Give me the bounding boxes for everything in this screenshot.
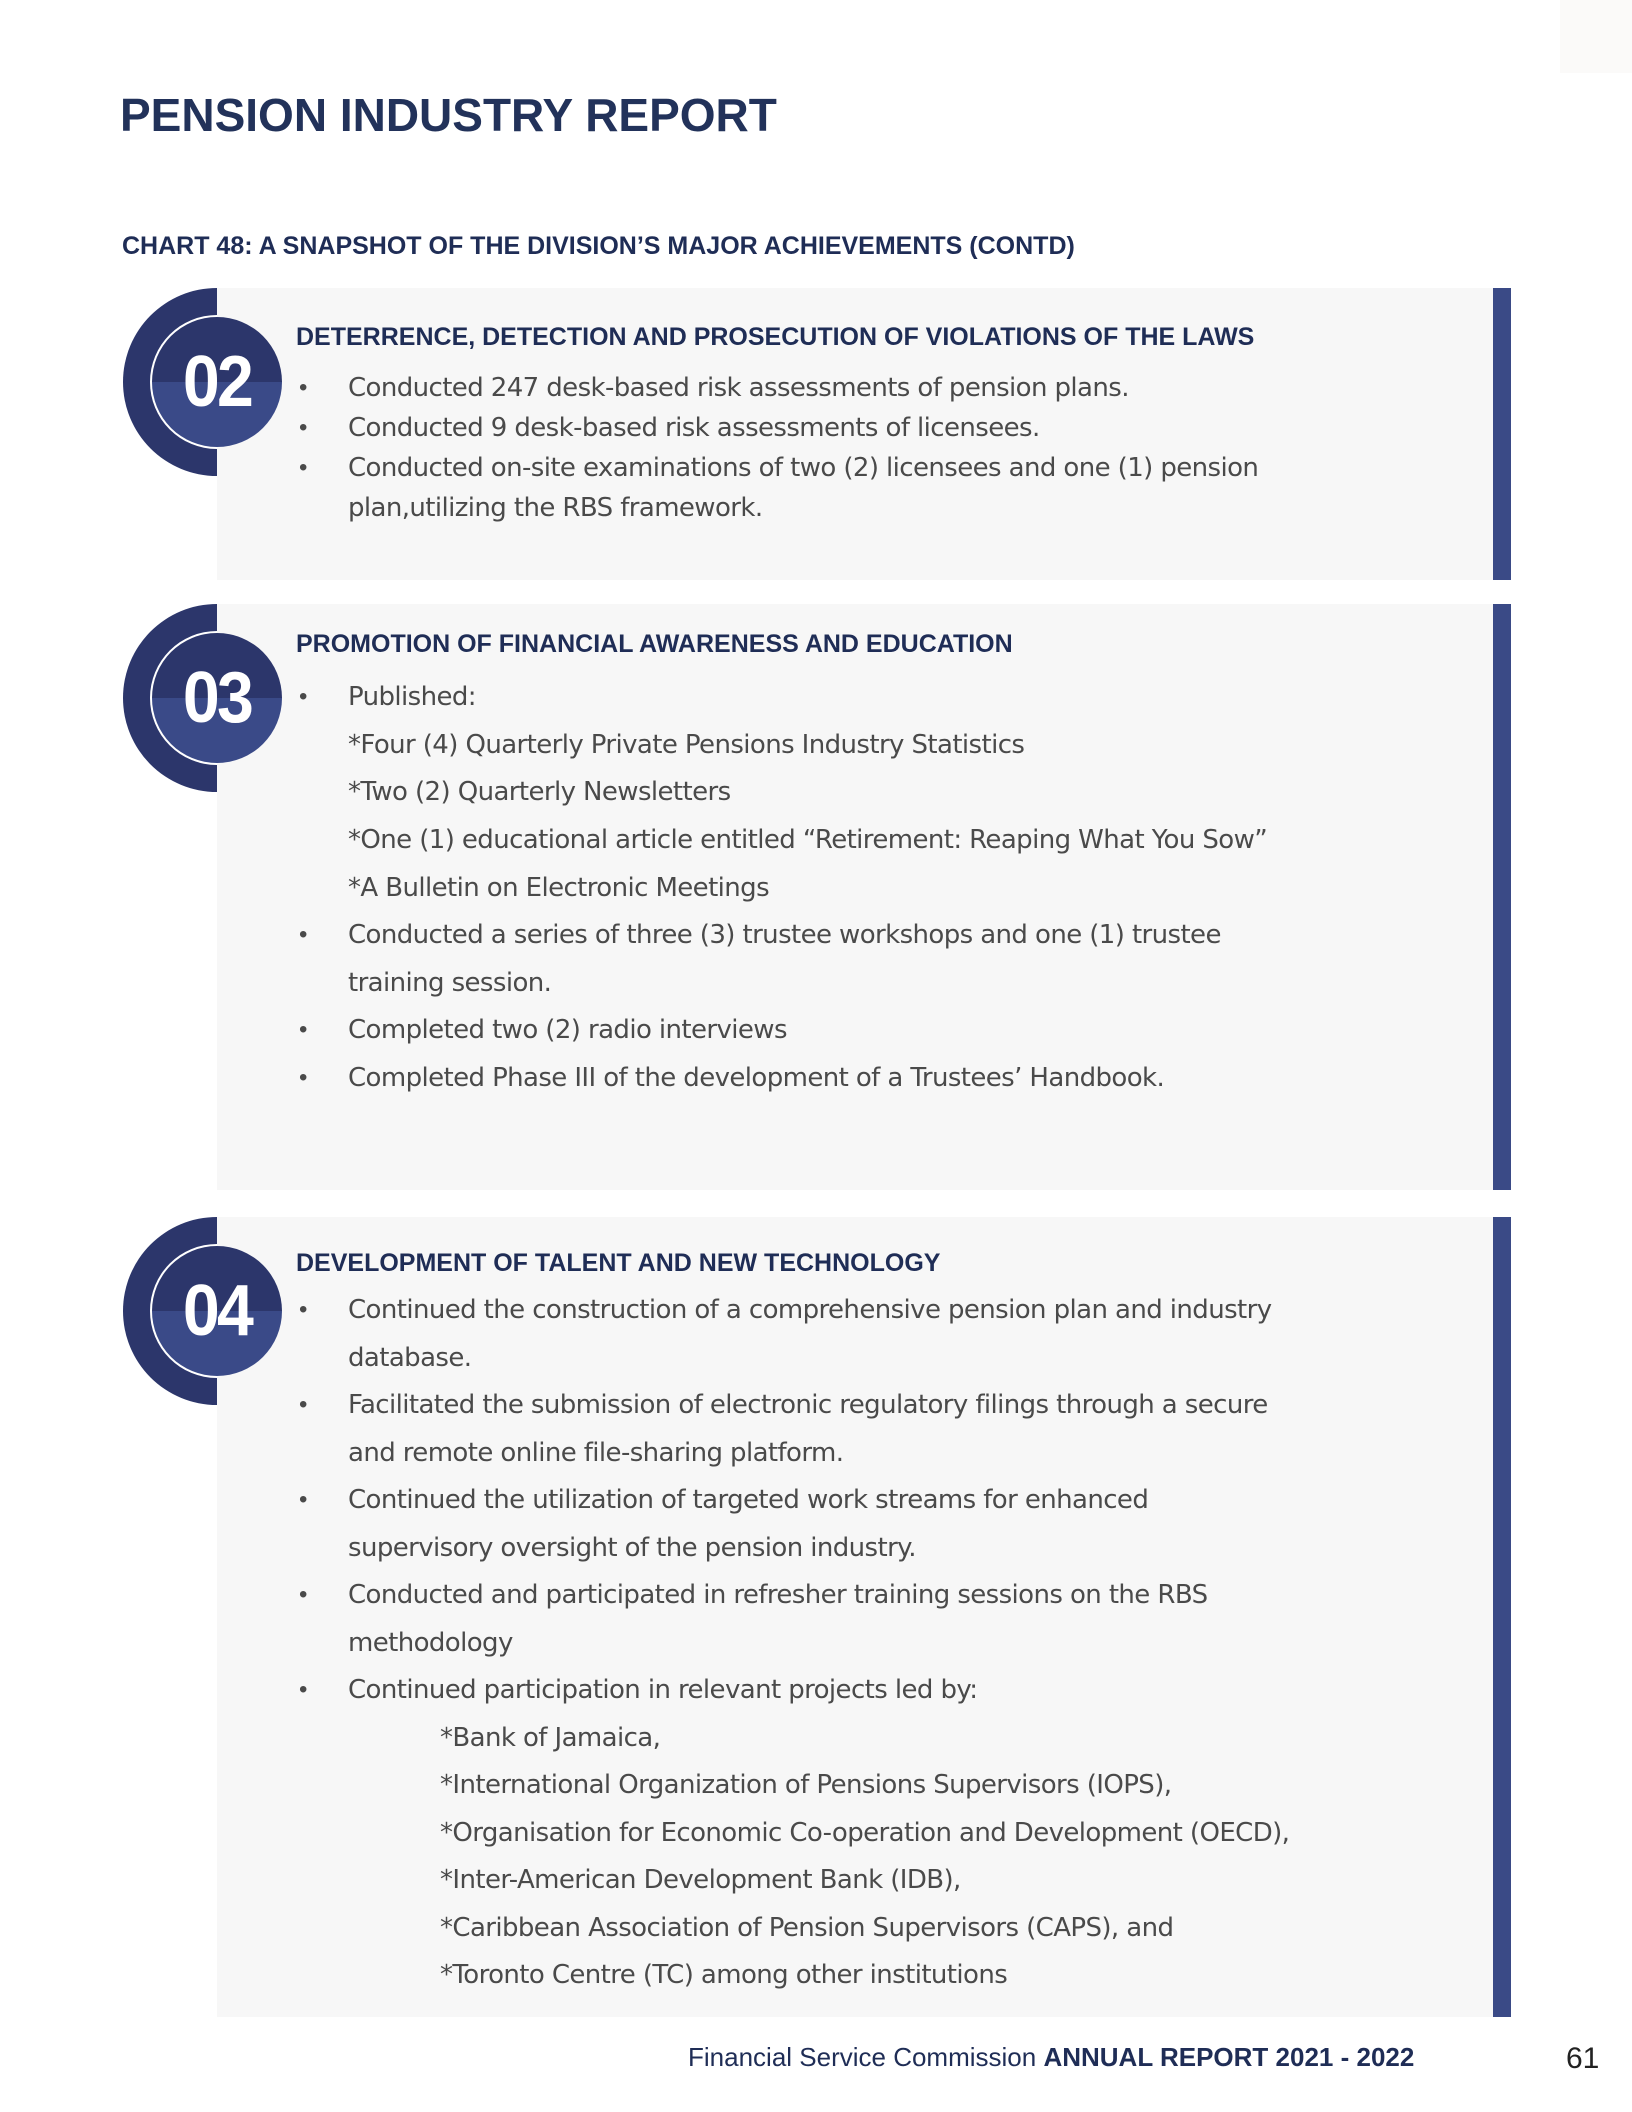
list-item-continuation: database. bbox=[348, 1343, 472, 1373]
section-number-badge bbox=[123, 288, 312, 477]
bullet-icon: • bbox=[299, 1391, 308, 1418]
sub-item: *Two (2) Quarterly Newsletters bbox=[348, 777, 731, 807]
section-accent-bar bbox=[1493, 1217, 1511, 2017]
page-title: PENSION INDUSTRY REPORT bbox=[120, 89, 777, 141]
sub-item: *One (1) educational article entitled “Retirement: Reaping What You Sow” bbox=[348, 825, 1268, 855]
list-item: Facilitated the submission of electronic regulatory filings through a secure bbox=[348, 1390, 1268, 1420]
list-item-continuation: supervisory oversight of the pension industry. bbox=[348, 1533, 916, 1563]
list-item: Published: bbox=[348, 682, 476, 712]
section-heading: DETERRENCE, DETECTION AND PROSECUTION OF VIOLATIONS OF THE LAWS bbox=[296, 323, 1255, 351]
list-item: Conducted on-site examinations of two (2) licensees and one (1) pension bbox=[348, 453, 1259, 483]
chart-title: CHART 48: A SNAPSHOT OF THE DIVISION’S MAJOR ACHIEVEMENTS (CONTD) bbox=[122, 232, 1075, 260]
bullet-icon: • bbox=[299, 1064, 308, 1091]
section-accent-bar bbox=[1493, 604, 1511, 1190]
section-panel-04 bbox=[217, 1217, 1493, 2017]
list-item-continuation: methodology bbox=[348, 1628, 513, 1658]
section-number: 02 bbox=[182, 342, 252, 422]
bullet-icon: • bbox=[299, 1581, 308, 1608]
list-item: Conducted and participated in refresher training sessions on the RBS bbox=[348, 1580, 1208, 1610]
bullet-icon: • bbox=[299, 1296, 308, 1323]
list-item: Completed two (2) radio interviews bbox=[348, 1015, 787, 1045]
list-item: Continued participation in relevant projects led by: bbox=[348, 1675, 978, 1705]
list-item: Conducted 9 desk-based risk assessments of licensees. bbox=[348, 413, 1040, 443]
sub-item: *Organisation for Economic Co-operation and Development (OECD), bbox=[440, 1818, 1290, 1848]
sub-item: *Bank of Jamaica, bbox=[440, 1723, 661, 1753]
badge-disc bbox=[152, 1246, 282, 1376]
badge-disc bbox=[152, 317, 282, 447]
sub-item: *International Organization of Pensions Supervisors (IOPS), bbox=[440, 1770, 1172, 1800]
list-item: Continued the utilization of targeted work streams for enhanced bbox=[348, 1485, 1149, 1515]
list-item: Continued the construction of a comprehensive pension plan and industry bbox=[348, 1295, 1272, 1325]
list-item-continuation: plan,utilizing the RBS framework. bbox=[348, 493, 763, 523]
footer-report-title: ANNUAL REPORT 2021 - 2022 bbox=[1043, 2042, 1415, 2072]
section-number-badge bbox=[123, 604, 312, 793]
bullet-icon: • bbox=[299, 1486, 308, 1513]
section-heading: PROMOTION OF FINANCIAL AWARENESS AND EDUCATION bbox=[296, 630, 1013, 658]
bullet-icon: • bbox=[299, 921, 308, 948]
bullet-icon: • bbox=[299, 454, 308, 481]
list-item: Conducted a series of three (3) trustee workshops and one (1) trustee bbox=[348, 920, 1221, 950]
bullet-icon: • bbox=[299, 683, 308, 710]
list-item-continuation: and remote online file-sharing platform. bbox=[348, 1438, 844, 1468]
list-item-continuation: training session. bbox=[348, 968, 552, 998]
list-item: Conducted 247 desk-based risk assessments of pension plans. bbox=[348, 373, 1129, 403]
sub-item: *Toronto Centre (TC) among other institutions bbox=[440, 1960, 1008, 1990]
list-item: Completed Phase III of the development of a Trustees’ Handbook. bbox=[348, 1063, 1165, 1093]
bullet-icon: • bbox=[299, 1016, 308, 1043]
bullet-icon: • bbox=[299, 414, 308, 441]
badge-disc bbox=[152, 633, 282, 763]
sub-item: *Caribbean Association of Pension Supervisors (CAPS), and bbox=[440, 1913, 1174, 1943]
footer-org: Financial Service Commission bbox=[688, 2042, 1044, 2072]
sub-item: *Inter-American Development Bank (IDB), bbox=[440, 1865, 961, 1895]
sub-item: *Four (4) Quarterly Private Pensions Industry Statistics bbox=[348, 730, 1025, 760]
footer bbox=[688, 2042, 1414, 2073]
section-number: 04 bbox=[182, 1271, 252, 1351]
section-accent-bar bbox=[1493, 288, 1511, 580]
page-number: 61 bbox=[1566, 2042, 1600, 2075]
sub-item: *A Bulletin on Electronic Meetings bbox=[348, 873, 770, 903]
section-heading: DEVELOPMENT OF TALENT AND NEW TECHNOLOGY bbox=[296, 1249, 941, 1277]
bullet-icon: • bbox=[299, 1676, 308, 1703]
section-number-badge bbox=[123, 1217, 312, 1406]
corner-marker bbox=[1560, 0, 1632, 73]
section-number: 03 bbox=[182, 658, 252, 738]
bullet-icon: • bbox=[299, 374, 308, 401]
